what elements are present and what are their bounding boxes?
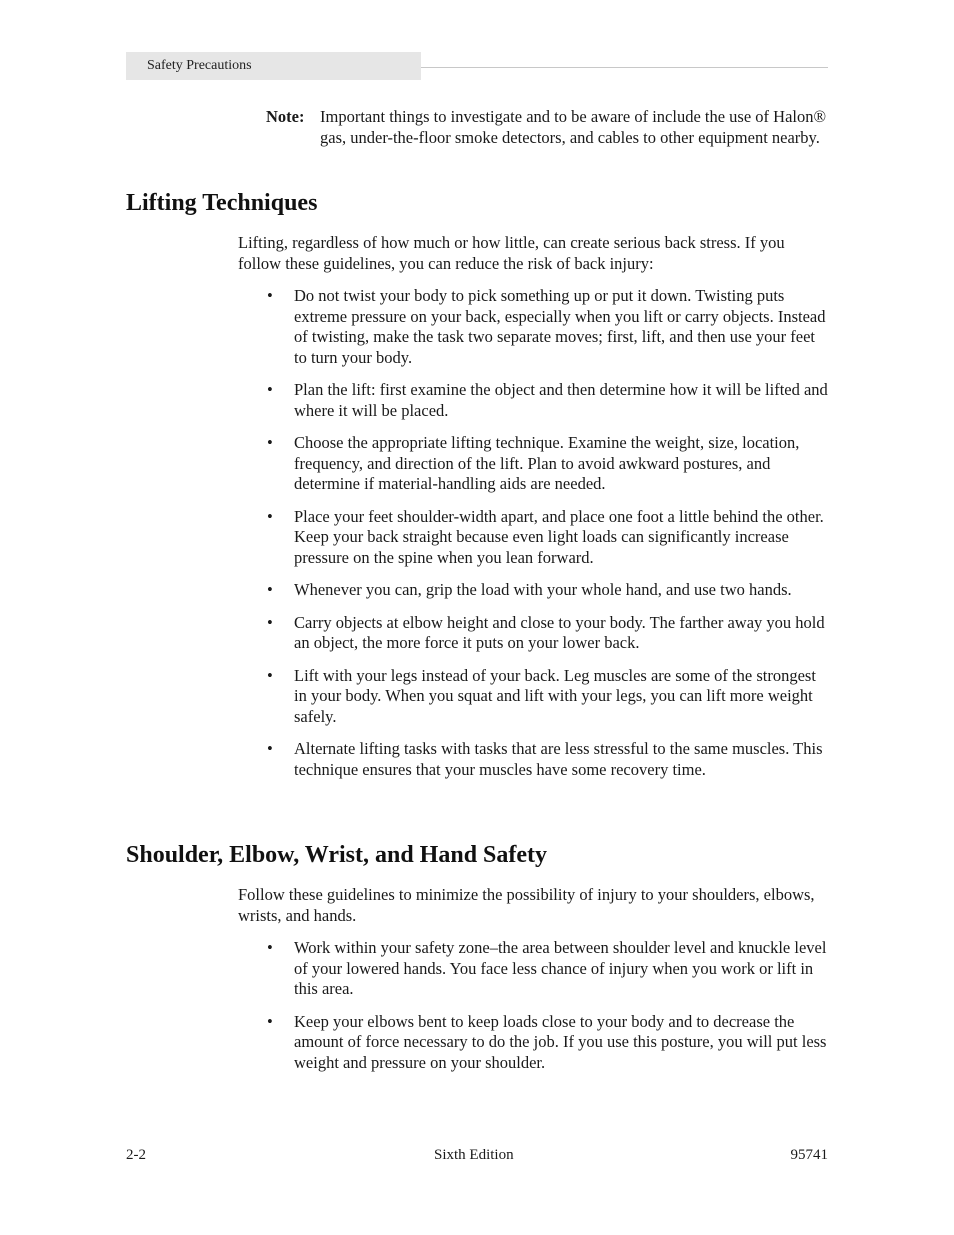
shoulder-intro-paragraph: Follow these guidelines to minimize the possibility of injury to your shoulders, elbows, wrists, and hands. xyxy=(238,885,815,925)
list-item-text: Lift with your legs instead of your back. Leg muscles are some of the strongest in your body. When you squat and lift with your legs, you can lift more weight safely. xyxy=(294,665,816,726)
bullet-icon: • xyxy=(267,739,273,758)
list-item xyxy=(266,739,828,780)
bullet-icon: • xyxy=(267,506,273,526)
bullet-icon: • xyxy=(267,380,273,399)
bullet-icon: • xyxy=(267,665,273,685)
header-rule xyxy=(421,67,828,68)
list-item xyxy=(266,380,828,421)
footer-edition: Sixth Edition xyxy=(434,1147,514,1163)
list-item xyxy=(266,938,828,1000)
list-item-text: Whenever you can, grip the load with your whole hand, and use two hands. xyxy=(294,580,792,599)
list-item xyxy=(266,1012,828,1074)
list-item-text: Place your feet shoulder-width apart, and place one foot a little behind the other. Keep your back straight because even light loads can significantly increase pressure on the spine when you lean forward. xyxy=(294,506,824,567)
list-item-text: Choose the appropriate lifting technique. Examine the weight, size, location, frequency, and direction of the lift. Plan to avoid awkward postures, and determine if material-handling aids are needed. xyxy=(294,433,800,493)
list-item-text: Keep your elbows bent to keep loads close to your body and to decrease the amount of force necessary to do the job. If you use this posture, you will put less weight and pressure on your shoulder. xyxy=(294,1011,827,1072)
footer-page-number: 2-2 xyxy=(126,1147,146,1163)
note-text: Important things to investigate and to be aware of include the use of Halon® gas, under-the-floor smoke detectors, and cables to other equipment nearby. xyxy=(320,107,827,147)
note-block xyxy=(266,107,828,148)
list-item xyxy=(266,580,828,601)
list-item-text: Work within your safety zone–the area between shoulder level and knuckle level of your lowered hands. You face less chance of injury when you work or lift in this area. xyxy=(294,938,827,998)
list-item xyxy=(266,666,828,728)
list-item xyxy=(266,507,828,569)
bullet-icon: • xyxy=(267,433,273,452)
section-header-tab xyxy=(126,52,421,80)
list-item xyxy=(266,286,828,368)
section-header-label: Safety Precautions xyxy=(147,58,252,73)
shoulder-safety-heading: Shoulder, Elbow, Wrist, and Hand Safety xyxy=(126,842,548,868)
list-item-text: Do not twist your body to pick something up or put it down. Twisting puts extreme pressure on your back, especially when you lift or carry objects. Instead of twisting, make the task two separate moves; first, lift, and then use your feet to turn your body. xyxy=(294,286,826,367)
note-label: Note: xyxy=(266,107,305,126)
bullet-icon: • xyxy=(267,286,273,305)
bullet-icon: • xyxy=(267,1011,273,1031)
bullet-icon: • xyxy=(267,580,273,599)
footer-document-number: 95741 xyxy=(790,1147,828,1163)
lifting-intro-paragraph: Lifting, regardless of how much or how little, can create serious back stress. If you follow these guidelines, you can reduce the risk of back injury: xyxy=(238,233,785,273)
lifting-techniques-heading: Lifting Techniques xyxy=(126,190,318,216)
list-item xyxy=(266,613,828,654)
bullet-icon: • xyxy=(267,938,273,957)
list-item xyxy=(266,433,828,495)
shoulder-bullet-list xyxy=(266,938,828,1085)
list-item-text: Plan the lift: first examine the object and then determine how it will be lifted and where it will be placed. xyxy=(294,380,828,420)
lifting-bullet-list xyxy=(266,286,828,792)
list-item-text: Carry objects at elbow height and close to your body. The farther away you hold an object, the more force it puts on your lower back. xyxy=(294,612,825,652)
list-item-text: Alternate lifting tasks with tasks that are less stressful to the same muscles. This technique ensures that your muscles have some recovery time. xyxy=(294,739,823,779)
bullet-icon: • xyxy=(267,612,273,632)
